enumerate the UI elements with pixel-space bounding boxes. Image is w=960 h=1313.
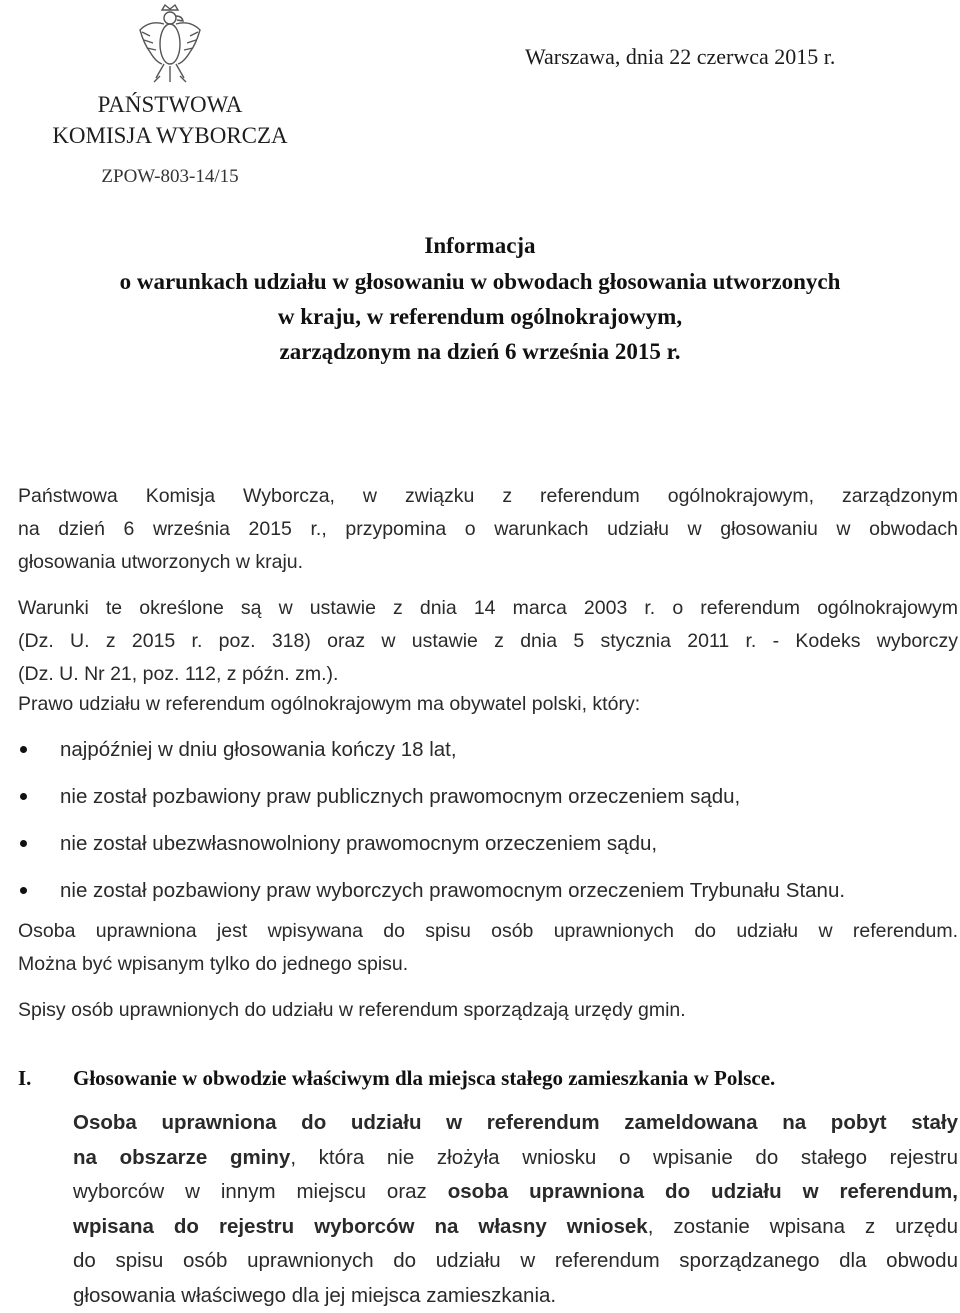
document-title: Informacja <box>0 229 960 263</box>
registry-line: Można być wpisanym tylko do jednego spisu. <box>18 948 958 981</box>
intro-line: Państwowa Komisja Wyborcza, w związku z referendum ogólnokrajowym, zarządzonym <box>18 480 958 513</box>
section-body-line <box>73 1106 958 1141</box>
conditions-paragraph <box>18 592 958 691</box>
document-date: Warszawa, dnia 22 czerwca 2015 r. <box>525 44 835 70</box>
conditions-line: (Dz. U. z 2015 r. poz. 318) oraz w ustawie z dnia 5 stycznia 2011 r. - Kodeks wyborczy <box>18 625 958 658</box>
list-item-text: nie został ubezwłasnowolniony prawomocnym orzeczeniem sądu, <box>60 832 657 855</box>
document-subtitle-line3: zarządzonym na dzień 6 września 2015 r. <box>0 335 960 369</box>
intro-line: na dzień 6 września 2015 r., przypomina o warunkach udziału w głosowaniu w obwodach <box>18 513 958 546</box>
polish-eagle-emblem-icon <box>136 2 204 88</box>
section-title: Głosowanie w obwodzie właściwym dla miejsca stałego zamieszkania w Polsce. <box>73 1066 775 1091</box>
document-subtitle-line1: o warunkach udziału w głosowaniu w obwodach głosowania utworzonych <box>0 265 960 299</box>
list-item <box>18 735 958 782</box>
registry-paragraph <box>18 915 958 981</box>
registry-line: Osoba uprawniona jest wpisywana do spisu osób uprawnionych do udziału w referendum. <box>18 915 958 948</box>
list-item <box>18 829 958 876</box>
section-body-line: do spisu osób uprawnionych do udziału w referendum sporządzanego dla obwodu <box>73 1244 958 1279</box>
section-body-line: głosowania właściwego dla jej miejsca zamieszkania. <box>73 1279 958 1313</box>
text: , która nie złożyła wniosku o wpisanie do stałego rejestru <box>290 1146 958 1169</box>
list-item-text: nie został pozbawiony praw wyborczych prawomocnym orzeczeniem Trybunału Stanu. <box>60 879 845 902</box>
section-body-line <box>73 1175 958 1210</box>
document-subtitle-line2: w kraju, w referendum ogólnokrajowym, <box>0 300 960 334</box>
eligibility-list <box>18 735 958 923</box>
organization-name-line2: KOMISJA WYBORCZA <box>0 121 340 151</box>
list-item <box>18 782 958 829</box>
bullet-icon <box>20 746 27 753</box>
conditions-line: Warunki te określone są w ustawie z dnia 14 marca 2003 r. o referendum ogólnokrajowym <box>18 592 958 625</box>
emphasis: osoba uprawniona do udziału w referendum, <box>448 1180 958 1203</box>
eligibility-intro: Prawo udziału w referendum ogólnokrajowym ma obywatel polski, który: <box>18 688 958 721</box>
bullet-icon <box>20 793 27 800</box>
text: wyborców w innym miejscu oraz <box>73 1180 448 1203</box>
reference-number: ZPOW-803-14/15 <box>0 166 340 188</box>
list-item-text: najpóźniej w dniu głosowania kończy 18 lat, <box>60 738 457 761</box>
section-body-line <box>73 1210 958 1245</box>
text: , zostanie wpisana z urzędu <box>648 1215 958 1238</box>
section-number: I. <box>18 1066 31 1091</box>
list-item-text: nie został pozbawiony praw publicznych prawomocnym orzeczeniem sądu, <box>60 785 740 808</box>
conditions-line: (Dz. U. Nr 21, poz. 112, z późn. zm.). <box>18 658 958 691</box>
lists-paragraph: Spisy osób uprawnionych do udziału w referendum sporządzają urzędy gmin. <box>18 994 958 1027</box>
emphasis: wpisana do rejestru wyborców na własny wniosek <box>73 1215 648 1238</box>
bullet-icon <box>20 840 27 847</box>
intro-line: głosowania utworzonych w kraju. <box>18 546 958 579</box>
organization-name-line1: PAŃSTWOWA <box>0 90 340 120</box>
section-body <box>73 1106 958 1313</box>
emphasis: Osoba uprawniona do udziału w referendum zameldowana na pobyt stały <box>73 1111 958 1134</box>
section-body-line <box>73 1141 958 1176</box>
bullet-icon <box>20 887 27 894</box>
emphasis: na obszarze gminy <box>73 1146 290 1169</box>
intro-paragraph <box>18 480 958 579</box>
